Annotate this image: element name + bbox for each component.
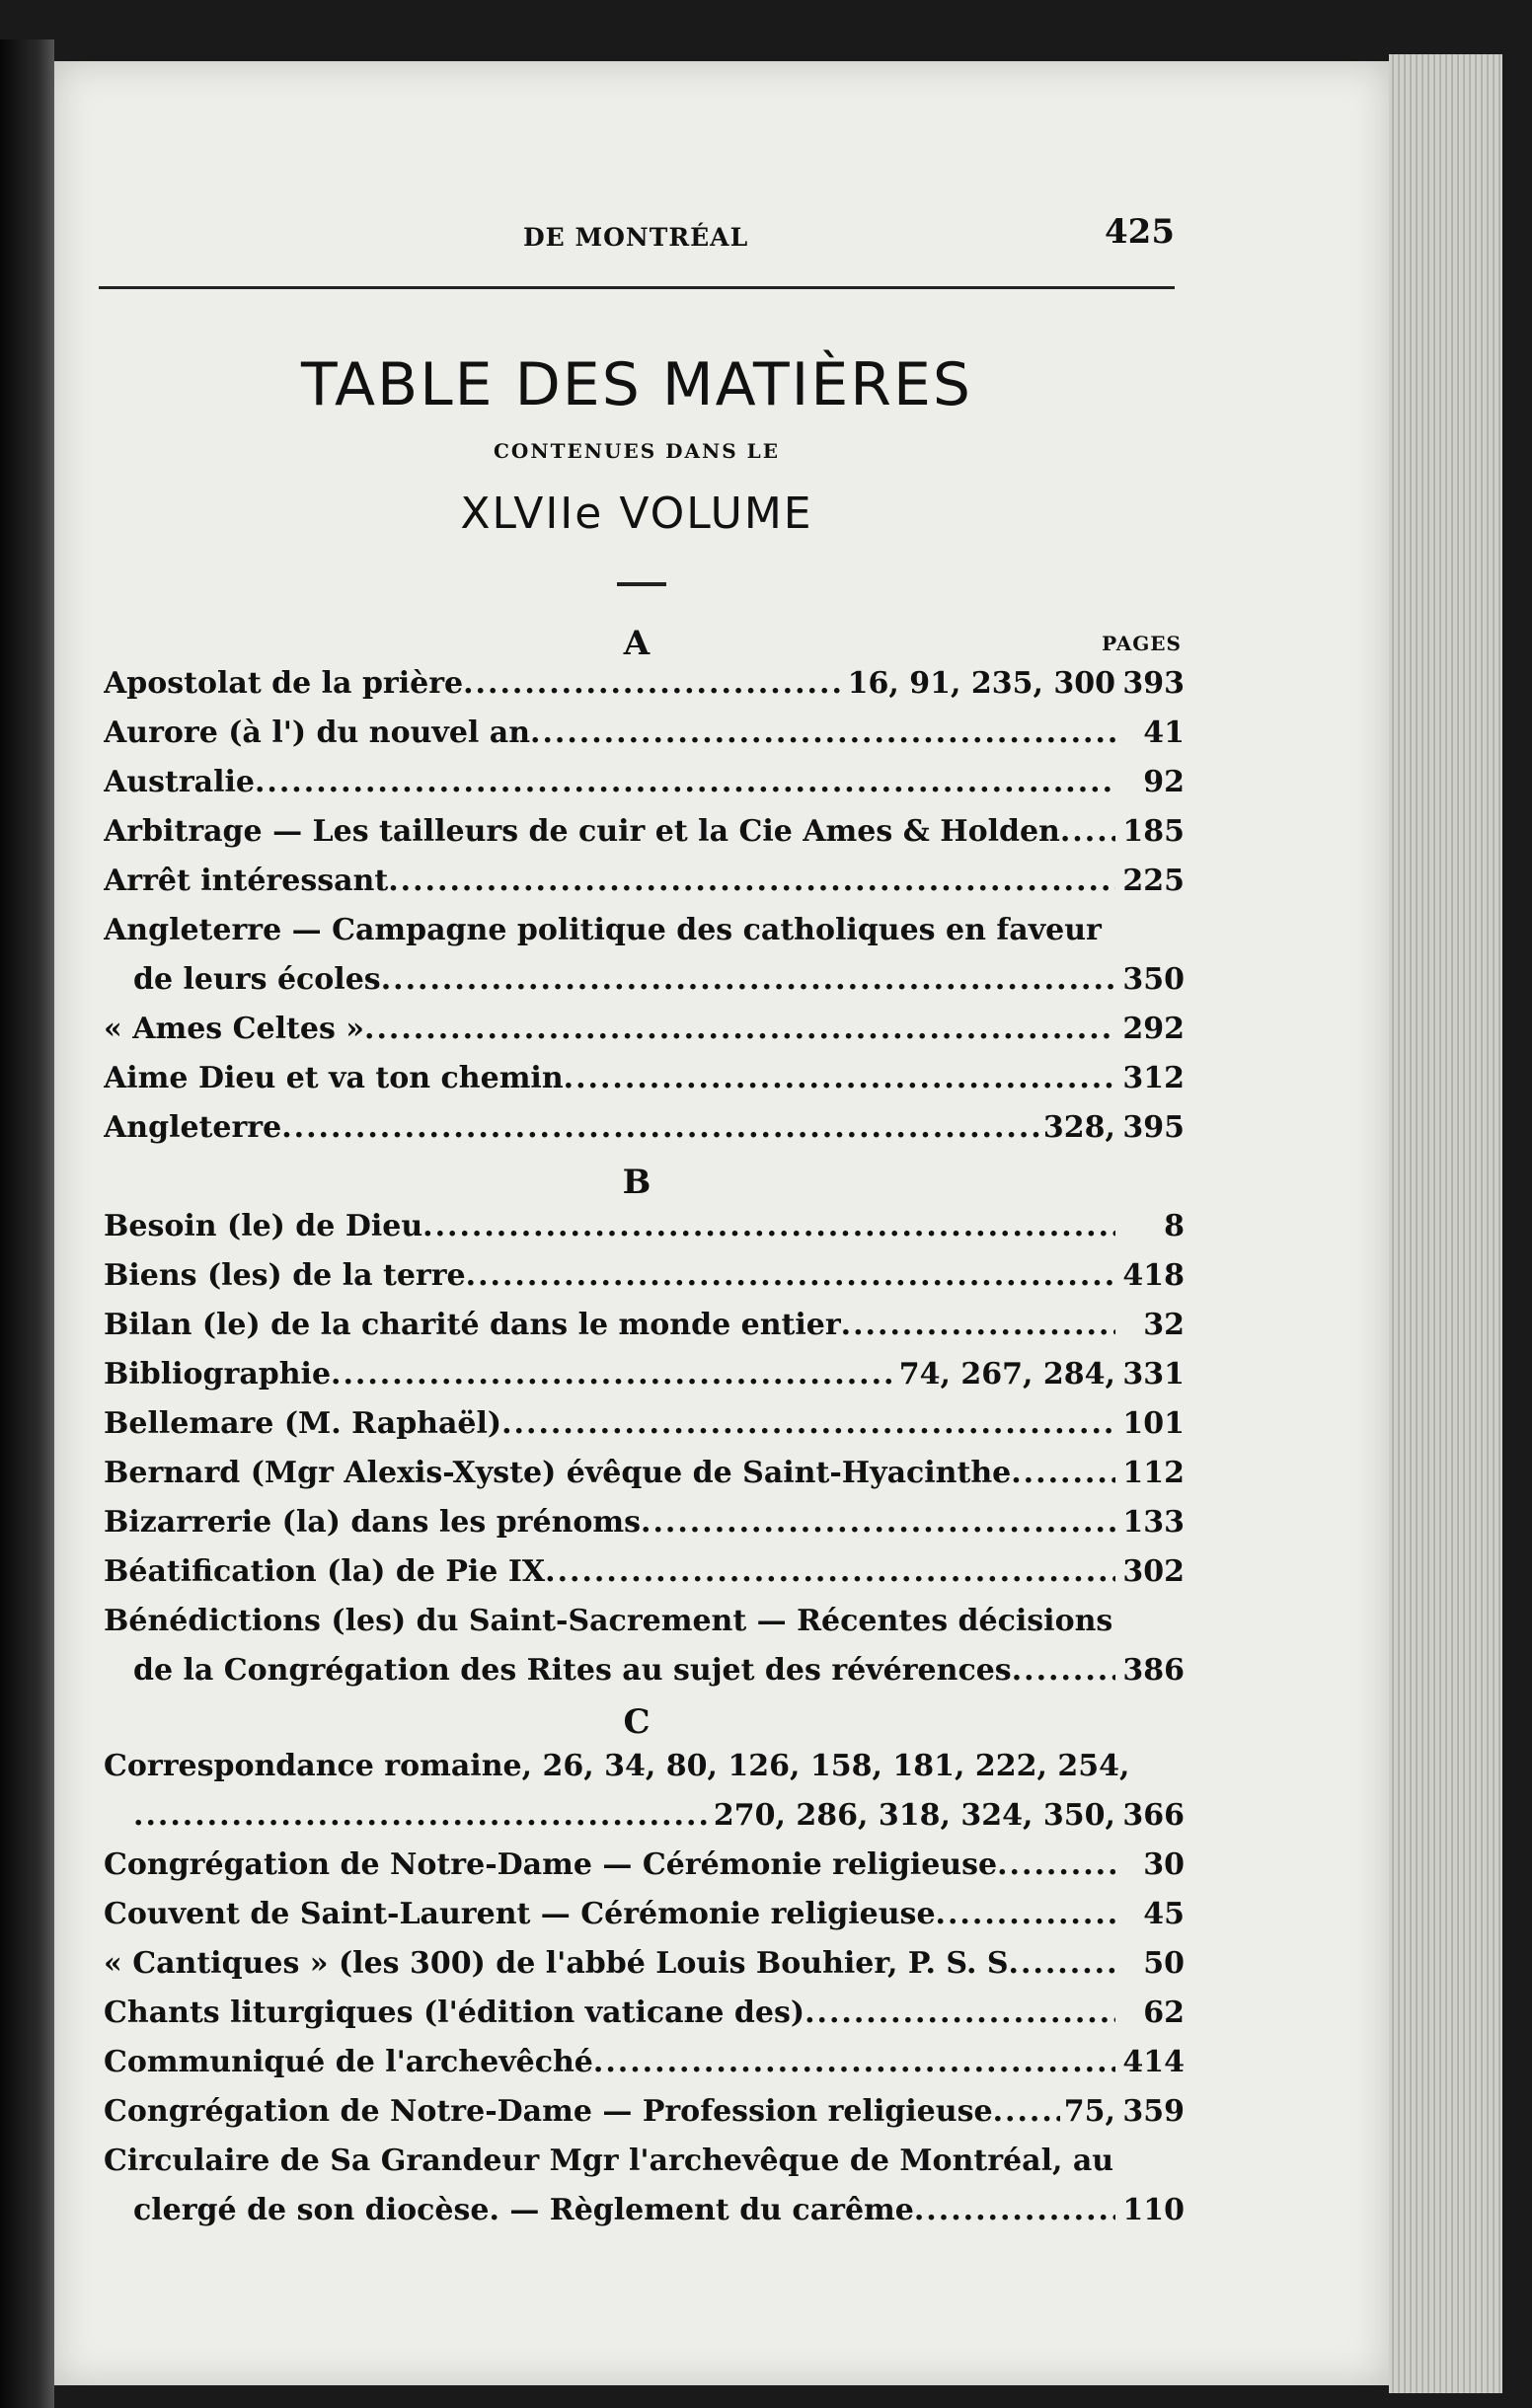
leader-dots xyxy=(914,2193,1115,2227)
page-header xyxy=(99,207,1175,257)
leader-dots xyxy=(388,864,1115,898)
toc-entry-continued[interactable] xyxy=(133,1653,1185,1700)
entry-refs: 328, xyxy=(1042,1110,1115,1145)
toc-entry[interactable] xyxy=(104,1554,1185,1602)
entry-page: 225 xyxy=(1122,864,1185,898)
pages-column-label: PAGES xyxy=(1102,632,1182,655)
entry-page: 30 xyxy=(1143,1847,1185,1882)
entry-page: 302 xyxy=(1122,1554,1185,1589)
toc-entry[interactable] xyxy=(104,666,1185,714)
entry-title: Bernard (Mgr Alexis-Xyste) évêque de Saint-Hyacinthe xyxy=(104,1456,1012,1490)
entry-page: 92 xyxy=(1143,765,1185,799)
book-binding-edge xyxy=(0,39,54,2408)
toc-entry[interactable] xyxy=(104,1110,1185,1158)
toc-entry[interactable] xyxy=(104,1505,1185,1552)
toc-entry[interactable] xyxy=(104,913,1185,960)
toc-entry[interactable] xyxy=(104,2094,1185,2142)
entry-title: Chants liturgiques (l'édition vaticane des) xyxy=(104,1995,805,2030)
entry-page: 41 xyxy=(1143,715,1185,750)
entry-title: Couvent de Saint-Laurent — Cérémonie religieuse xyxy=(104,1897,936,1931)
leader-dots xyxy=(255,765,1115,799)
toc-entry-continued[interactable] xyxy=(133,1798,1185,1845)
toc-entry[interactable] xyxy=(104,1897,1185,1944)
entry-title: clergé de son diocèse. — Règlement du carême xyxy=(133,2193,914,2227)
leader-dots xyxy=(564,1061,1115,1095)
toc-entry[interactable] xyxy=(104,1209,1185,1256)
entry-title: Aime Dieu et va ton chemin xyxy=(104,1061,564,1095)
leader-dots xyxy=(133,1798,710,1833)
leader-dots xyxy=(364,1012,1115,1046)
entry-page: 393 xyxy=(1122,666,1185,701)
entry-title: « Cantiques » (les 300) de l'abbé Louis Bouhier, P. S. S xyxy=(104,1946,1009,1981)
leader-dots xyxy=(997,1847,1115,1882)
entry-refs: 74, 267, 284, xyxy=(898,1357,1115,1392)
toc-entry[interactable] xyxy=(104,1749,1185,1796)
entry-title: Angleterre xyxy=(104,1110,282,1145)
toc-entry[interactable] xyxy=(104,765,1185,812)
leader-dots xyxy=(530,715,1115,750)
entry-page: 418 xyxy=(1122,1258,1185,1293)
entry-refs: 75, xyxy=(1063,2094,1115,2129)
entry-page: 50 xyxy=(1143,1946,1185,1981)
toc-entry[interactable] xyxy=(104,1456,1185,1503)
leader-dots xyxy=(466,1258,1115,1293)
leader-dots xyxy=(422,1209,1115,1243)
section-letter-a: A xyxy=(623,624,651,663)
entry-page: 331 xyxy=(1122,1357,1185,1392)
entry-page: 395 xyxy=(1122,1110,1185,1145)
entry-title: Arbitrage — Les tailleurs de cuir et la Cie Ames & Holden xyxy=(104,814,1060,849)
entry-page: 110 xyxy=(1122,2193,1185,2227)
toc-entry[interactable] xyxy=(104,1604,1185,1651)
toc-entry[interactable] xyxy=(104,1258,1185,1306)
entry-page: 359 xyxy=(1122,2094,1185,2129)
toc-entry[interactable] xyxy=(104,1946,1185,1994)
section-letter-c: C xyxy=(623,1702,651,1742)
entry-page: 386 xyxy=(1122,1653,1185,1688)
entry-page: 32 xyxy=(1143,1308,1185,1342)
toc-entry[interactable] xyxy=(104,2144,1185,2191)
entry-page: 292 xyxy=(1122,1012,1185,1046)
entry-title: Aurore (à l') du nouvel an xyxy=(104,715,531,750)
entry-title: Bibliographie xyxy=(104,1357,332,1392)
entry-page: 101 xyxy=(1122,1406,1185,1441)
leader-dots xyxy=(1060,814,1115,849)
entry-title: Bilan (le) de la charité dans le monde entier xyxy=(104,1308,841,1342)
toc-entry[interactable] xyxy=(104,715,1185,763)
entry-title: Arrêt intéressant xyxy=(104,864,389,898)
entry-title: Bizarrerie (la) dans les prénoms xyxy=(104,1505,642,1540)
toc-entry[interactable] xyxy=(104,1847,1185,1895)
entry-title: « Ames Celtes » xyxy=(104,1012,365,1046)
page-number: 425 xyxy=(1105,212,1175,252)
page-title: TABLE DES MATIÈRES xyxy=(301,350,972,419)
toc-entry[interactable] xyxy=(104,1012,1185,1059)
leader-dots xyxy=(463,666,843,701)
toc-entry[interactable] xyxy=(104,1357,1185,1404)
toc-entry[interactable] xyxy=(104,1308,1185,1355)
leader-dots xyxy=(331,1357,895,1392)
leader-dots xyxy=(501,1406,1115,1441)
entry-title: Australie xyxy=(104,765,255,799)
leader-dots xyxy=(1012,1653,1115,1688)
leader-dots xyxy=(1011,1456,1115,1490)
page-subtitle: CONTENUES DANS LE xyxy=(494,439,780,463)
leader-dots xyxy=(804,1995,1115,2030)
toc-entry[interactable] xyxy=(104,1406,1185,1454)
toc-entry[interactable] xyxy=(104,814,1185,862)
leader-dots xyxy=(281,1110,1039,1145)
entry-page: 62 xyxy=(1143,1995,1185,2030)
entry-title: Besoin (le) de Dieu xyxy=(104,1209,423,1243)
entry-page: 8 xyxy=(1164,1209,1185,1243)
toc-entry[interactable] xyxy=(104,1995,1185,2043)
entry-page: 414 xyxy=(1122,2045,1185,2079)
entry-title: Angleterre — Campagne politique des catholiques en faveur xyxy=(104,913,1102,947)
leader-dots xyxy=(936,1897,1115,1931)
leader-dots xyxy=(841,1308,1115,1342)
entry-title: Circulaire de Sa Grandeur Mgr l'archevêque de Montréal, au xyxy=(104,2144,1114,2178)
title-divider xyxy=(617,582,666,586)
leader-dots xyxy=(381,962,1115,997)
entry-page: 312 xyxy=(1122,1061,1185,1095)
toc-entry[interactable] xyxy=(104,2045,1185,2092)
entry-title: de la Congrégation des Rites au sujet des révérences xyxy=(133,1653,1012,1688)
entry-page: 185 xyxy=(1122,814,1185,849)
entry-title: Communiqué de l'archevêché xyxy=(104,2045,593,2079)
leader-dots xyxy=(641,1505,1115,1540)
leader-dots xyxy=(1009,1946,1115,1981)
entry-refs: 16, 91, 235, 300 xyxy=(847,666,1115,701)
entry-page: 133 xyxy=(1122,1505,1185,1540)
leader-dots xyxy=(993,2094,1060,2129)
header-rule xyxy=(99,286,1175,289)
entry-page: 112 xyxy=(1122,1456,1185,1490)
entry-title: Congrégation de Notre-Dame — Profession religieuse xyxy=(104,2094,993,2129)
leader-dots xyxy=(593,2045,1115,2079)
entry-page: 366 xyxy=(1122,1798,1185,1833)
volume-title: XLVIIe VOLUME xyxy=(460,489,813,539)
entry-title: Apostolat de la prière xyxy=(104,666,464,701)
entry-page: 350 xyxy=(1122,962,1185,997)
entry-page: 45 xyxy=(1143,1897,1185,1931)
entry-title: Correspondance romaine, 26, 34, 80, 126, 158, 181, 222, 254, xyxy=(104,1749,1130,1783)
book-page-edges xyxy=(1389,54,1502,2393)
section-letter-b: B xyxy=(622,1163,651,1202)
leader-dots xyxy=(545,1554,1115,1589)
entry-title: de leurs écoles xyxy=(133,962,381,997)
entry-title: Congrégation de Notre-Dame — Cérémonie religieuse xyxy=(104,1847,998,1882)
running-head: DE MONTRÉAL xyxy=(523,223,749,252)
entry-title: Bénédictions (les) du Saint-Sacrement — Récentes décisions xyxy=(104,1604,1113,1638)
entry-title: Béatification (la) de Pie IX xyxy=(104,1554,546,1589)
toc-entry[interactable] xyxy=(104,1061,1185,1108)
entry-refs: 270, 286, 318, 324, 350, xyxy=(713,1798,1115,1833)
entry-title: Bellemare (M. Raphaël) xyxy=(104,1406,502,1441)
toc-entry-continued[interactable] xyxy=(133,2193,1185,2240)
toc-entry-continued[interactable] xyxy=(133,962,1185,1010)
toc-entry[interactable] xyxy=(104,864,1185,911)
entry-title: Biens (les) de la terre xyxy=(104,1258,466,1293)
